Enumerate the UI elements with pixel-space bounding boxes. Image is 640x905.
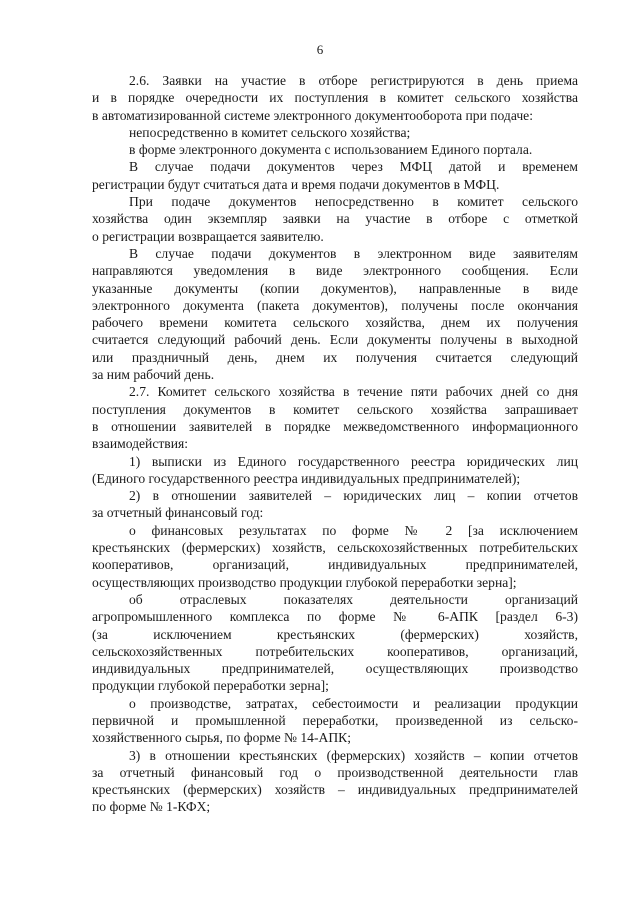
text-line: сельскохозяйственных потребительских кооперативов, организаций,	[92, 643, 578, 659]
paragraph	[92, 747, 578, 816]
text-line: крестьянских (фермерских) хозяйств, сельскохозяйственных потребительских	[92, 540, 578, 556]
text-line: о производстве, затратах, себестоимости и реализации продукции	[129, 695, 578, 711]
text-line: хозяйственного сырья, по форме № 14-АПК;	[92, 730, 351, 746]
text-line: крестьянских (фермерских) хозяйств – индивидуальных предпринимателей	[92, 782, 578, 798]
paragraph	[92, 695, 578, 747]
paragraph	[92, 487, 578, 522]
text-line: В случае подачи документов через МФЦ датой и временем	[129, 159, 578, 175]
paragraph	[92, 158, 578, 193]
text-line: в автоматизированной системе электронного документооборота при подаче:	[92, 107, 533, 123]
paragraph	[92, 245, 578, 383]
text-line: индивидуальных предпринимателей, осуществляющих производство	[92, 661, 578, 677]
text-line: 3) в отношении крестьянских (фермерских) хозяйств – копии отчетов	[129, 747, 578, 763]
text-line: направляются уведомления в виде электронного сообщения. Если	[92, 263, 578, 279]
text-line: хозяйства один экземпляр заявки на участие в отборе с отметкой	[92, 211, 578, 227]
text-line: о финансовых результатах по форме № 2 [за исключением	[129, 522, 578, 538]
text-line: за отчетный финансовый год:	[92, 505, 264, 521]
text-line: 2.7. Комитет сельского хозяйства в течение пяти рабочих дней со дня	[129, 384, 578, 400]
text-line: первичной и промышленной переработки, произведенной из сельско-	[92, 712, 578, 728]
text-line: указанные документы (копии документов), направленные в виде	[92, 280, 578, 296]
text-line: в форме электронного документа с использованием Единого портала.	[129, 142, 533, 158]
text-line: регистрации будут считаться дата и время подачи документов в МФЦ.	[92, 176, 500, 192]
paragraph	[92, 383, 578, 452]
text-line: и в порядке очередности их поступления в комитет сельского хозяйства	[92, 90, 578, 106]
text-line: рабочего времени комитета сельского хозяйства, днем их получения	[92, 315, 578, 331]
text-line: 1) выписки из Единого государственного реестра юридических лиц	[129, 453, 578, 469]
text-line: При подаче документов непосредственно в комитет сельского	[129, 194, 578, 210]
text-line: В случае подачи документов в электронном виде заявителям	[129, 245, 578, 261]
text-line: агропромышленного комплекса по форме № 6-АПК [раздел 6-3)	[92, 609, 578, 625]
text-line: непосредственно в комитет сельского хозяйства;	[129, 124, 411, 140]
text-line: (Единого государственного реестра индивидуальных предпринимателей);	[92, 470, 521, 486]
document-body	[92, 72, 578, 816]
text-line: (за исключением крестьянских (фермерских) хозяйств,	[92, 626, 578, 642]
text-line: поступления документов в комитет сельского хозяйства запрашивает	[92, 401, 578, 417]
text-line: считается следующий рабочий день. Если документы получены в выходной	[92, 332, 578, 348]
text-line: кооперативов, организаций, индивидуальных предпринимателей,	[92, 557, 578, 573]
text-line: по форме № 1-КФХ;	[92, 799, 211, 815]
text-line: электронного документа (пакета документов), получены после окончания	[92, 297, 578, 313]
paragraph	[92, 453, 578, 488]
paragraph	[92, 522, 578, 591]
paragraph	[92, 72, 578, 124]
text-line: взаимодействия:	[92, 436, 189, 452]
text-line: в отношении заявителей в порядке межведомственного информационного	[92, 418, 578, 434]
text-line: за ним рабочий день.	[92, 367, 215, 383]
text-line: об отраслевых показателях деятельности организаций	[129, 591, 578, 607]
text-line: или праздничный день, днем их получения считается следующий	[92, 349, 578, 365]
paragraph	[92, 193, 578, 245]
text-line: 2) в отношении заявителей – юридических лиц – копии отчетов	[129, 488, 578, 504]
paragraph	[92, 141, 578, 158]
paragraph	[92, 591, 578, 695]
page-number: 6	[316, 42, 324, 57]
text-line: 2.6. Заявки на участие в отборе регистрируются в день приема	[129, 73, 578, 88]
text-line: продукции глубокой переработки зерна];	[92, 678, 329, 694]
text-line: о регистрации возвращается заявителю.	[92, 228, 324, 244]
text-line: за отчетный финансовый год о производственной деятельности глав	[92, 764, 578, 780]
text-line: осуществляющих производство продукции глубокой переработки зерна];	[92, 574, 517, 590]
paragraph	[92, 124, 578, 141]
